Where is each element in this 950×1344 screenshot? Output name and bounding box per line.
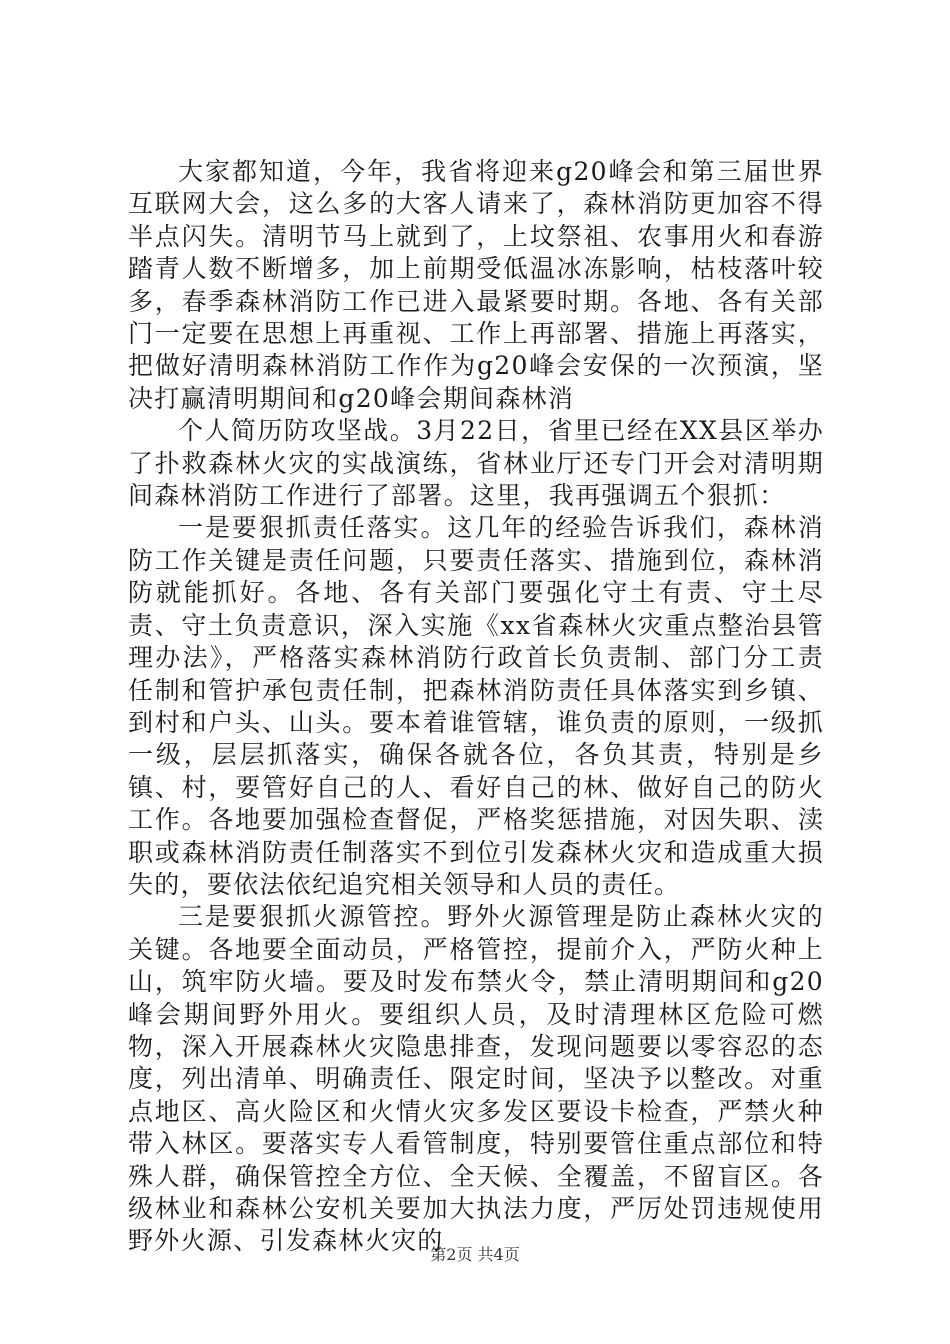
paragraph-intro: 大家都知道，今年，我省将迎来g20峰会和第三届世界互联网大会，这么多的大客人请来了，森林消防更加容不得半点闪失。清明节马上就到了，上坟祭祖、农事用火和春游踏青人数不断增多，加上前期受低温冰冻影响，枯枝落叶较多，春季森林消防工作已进入最紧要时期。各地、各有关部门一定要在思想上再重视、工作上再部署、措施上再落实，把做好清明森林消防工作作为g20峰会安保的一次预演，坚决打赢清明期间和g20峰会期间森林消 bbox=[128, 157, 824, 413]
document-body bbox=[128, 156, 824, 1258]
page-number-footer: 第2页 共4页 bbox=[430, 1245, 520, 1264]
paragraph-drill: 个人简历防攻坚战。3月22日，省里已经在XX县区举办了扑救森林火灾的实战演练，省林业厅还专门开会对清明期间森林消防工作进行了部署。这里，我再强调五个狠抓： bbox=[128, 416, 824, 511]
paragraph-fire-source-control: 三是要狠抓火源管控。野外火源管理是防止森林火灾的关键。各地要全面动员，严格管控，提前介入，严防火种上山，筑牢防火墙。要及时发布禁火令，禁止清明期间和g20峰会期间野外用火。要组织人员，及时清理林区危险可燃物，深入开展森林火灾隐患排查，发现问题要以零容忍的态度，列出清单、明确责任、限定时间，坚决予以整改。对重点地区、高火险区和火情火灾多发区要设卡检查，严禁火种带入林区。要落实专人看管制度，特别要管住重点部位和特殊人群，确保管控全方位、全天候、全覆盖，不留盲区。各级林业和森林公安机关要加大执法力度，严厉处罚违规使用野外火源、引发森林火灾的 bbox=[128, 902, 824, 1256]
paragraph-responsibility: 一是要狠抓责任落实。这几年的经验告诉我们，森林消防工作关键是责任问题，只要责任落实、措施到位，森林消防就能抓好。各地、各有关部门要强化守土有责、守土尽责、守土负责意识，深入实施《xx省森林火灾重点整治县管理办法》，严格落实森林消防行政首长负责制、部门分工责任制和管护承包责任制，把森林消防责任具体落实到乡镇、到村和户头、山头。要本着谁管辖，谁负责的原则，一级抓一级，层层抓落实，确保各就各位，各负其责，特别是乡镇、村，要管好自己的人、看好自己的林、做好自己的防火工作。各地要加强检查督促，严格奖惩措施，对因失职、渎职或森林消防责任制落实不到位引发森林火灾和造成重大损失的，要依法依纪追究相关领导和人员的责任。 bbox=[128, 513, 824, 899]
